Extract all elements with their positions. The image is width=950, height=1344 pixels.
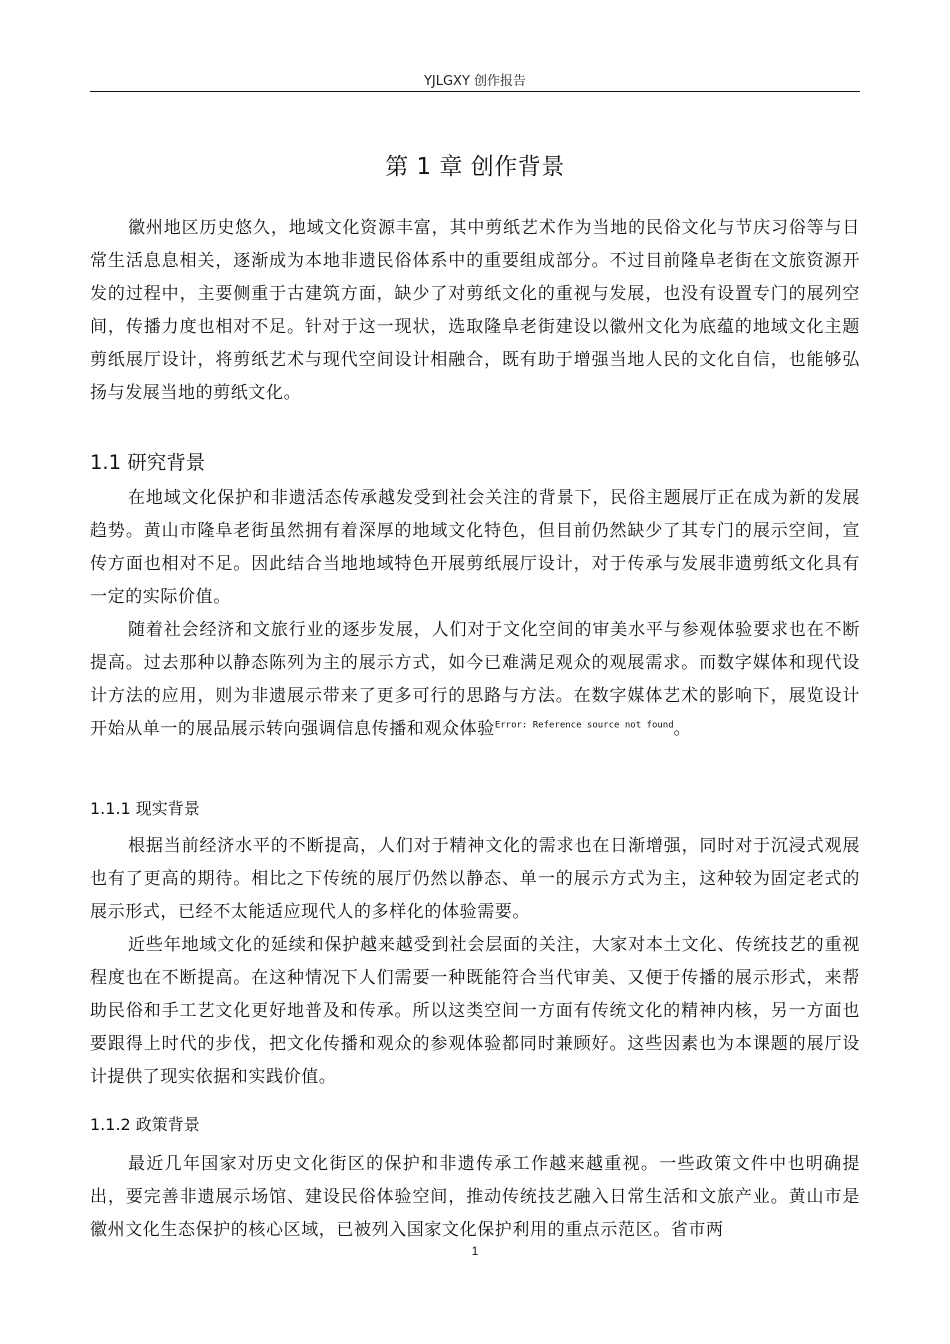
page-number: 1 — [471, 1244, 479, 1258]
paragraph-end: 。 — [673, 719, 692, 739]
section-1-1-1-paragraph-1: 根据当前经济水平的不断提高，人们对于精神文化的需求也在日渐增强，同时对于沉浸式观展也有了更高的期待。相比之下传统的展厅仍然以静态、单一的展示方式为主，这种较为固定老式的展示形式，已经不太能适应现代人的多样化的体验需要。 — [90, 836, 860, 922]
intro-paragraph: 徽州地区历史悠久，地域文化资源丰富，其中剪纸艺术作为当地的民俗文化与节庆习俗等与日常生活息息相关，逐渐成为本地非遗民俗体系中的重要组成部分。不过目前隆阜老街在文旅资源开发的过程中，主要侧重于古建筑方面，缺少了对剪纸文化的重视与发展，也没有设置专门的展列空间，传播力度也相对不足。针对于这一现状，选取隆阜老街建设以徽州文化为底蕴的地域文化主题剪纸展厅设计，将剪纸艺术与现代空间设计相融合，既有助于增强当地人民的文化自信，也能够弘扬与发展当地的剪纸文化。 — [90, 218, 860, 403]
section-heading-1-1: 1.1 研究背景 — [90, 451, 206, 474]
section-1-1-paragraph-1: 在地域文化保护和非遗活态传承越发受到社会关注的背景下，民俗主题展厅正在成为新的发展趋势。黄山市隆阜老街虽然拥有着深厚的地域文化特色，但目前仍然缺少了其专门的展示空间，宣传方面也相对不足。因此结合当地地域特色开展剪纸展厅设计，对于传承与发展非遗剪纸文化具有一定的实际价值。 — [90, 488, 860, 607]
chapter-title: 第 1 章 创作背景 — [385, 154, 565, 180]
page-header: YJLGXY 创作报告 — [423, 74, 527, 89]
section-1-1-1-paragraph-2: 近些年地域文化的延续和保护越来越受到社会层面的关注，大家对本土文化、传统技艺的重视程度也在不断提高。在这种情况下人们需要一种既能符合当代审美、又便于传播的展示形式，来帮助民俗和手工艺文化更好地普及和传承。所以这类空间一方面有传统文化的精神内核，另一方面也要跟得上时代的步伐，把文化传播和观众的参观体验都同时兼顾好。这些因素也为本课题的展厅设计提供了现实依据和实践价值。 — [90, 935, 860, 1087]
section-heading-1-1-2: 1.1.2 政策背景 — [90, 1115, 200, 1134]
citation-error-reference: Error: Reference source not found — [494, 720, 674, 731]
section-1-1-paragraph-2 — [90, 614, 860, 746]
header-rule — [90, 91, 860, 92]
section-heading-1-1-1: 1.1.1 现实背景 — [90, 799, 200, 818]
section-1-1-2-paragraph-1: 最近几年国家对历史文化街区的保护和非遗传承工作越来越重视。一些政策文件中也明确提出，要完善非遗展示场馆、建设民俗体验空间，推动传统技艺融入日常生活和文旅产业。黄山市是徽州文化生态保护的核心区域，已被列入国家文化保护利用的重点示范区。省市两 — [90, 1154, 860, 1240]
paragraph-text: 随着社会经济和文旅行业的逐步发展，人们对于文化空间的审美水平与参观体验要求也在不断提高。过去那种以静态陈列为主的展示方式，如今已难满足观众的观展需求。而数字媒体和现代设计方法的应用，则为非遗展示带来了更多可行的思路与方法。在数字媒体艺术的影响下，展览设计开始从单一的展品展示转向强调信息传播和观众体验 — [90, 620, 860, 739]
